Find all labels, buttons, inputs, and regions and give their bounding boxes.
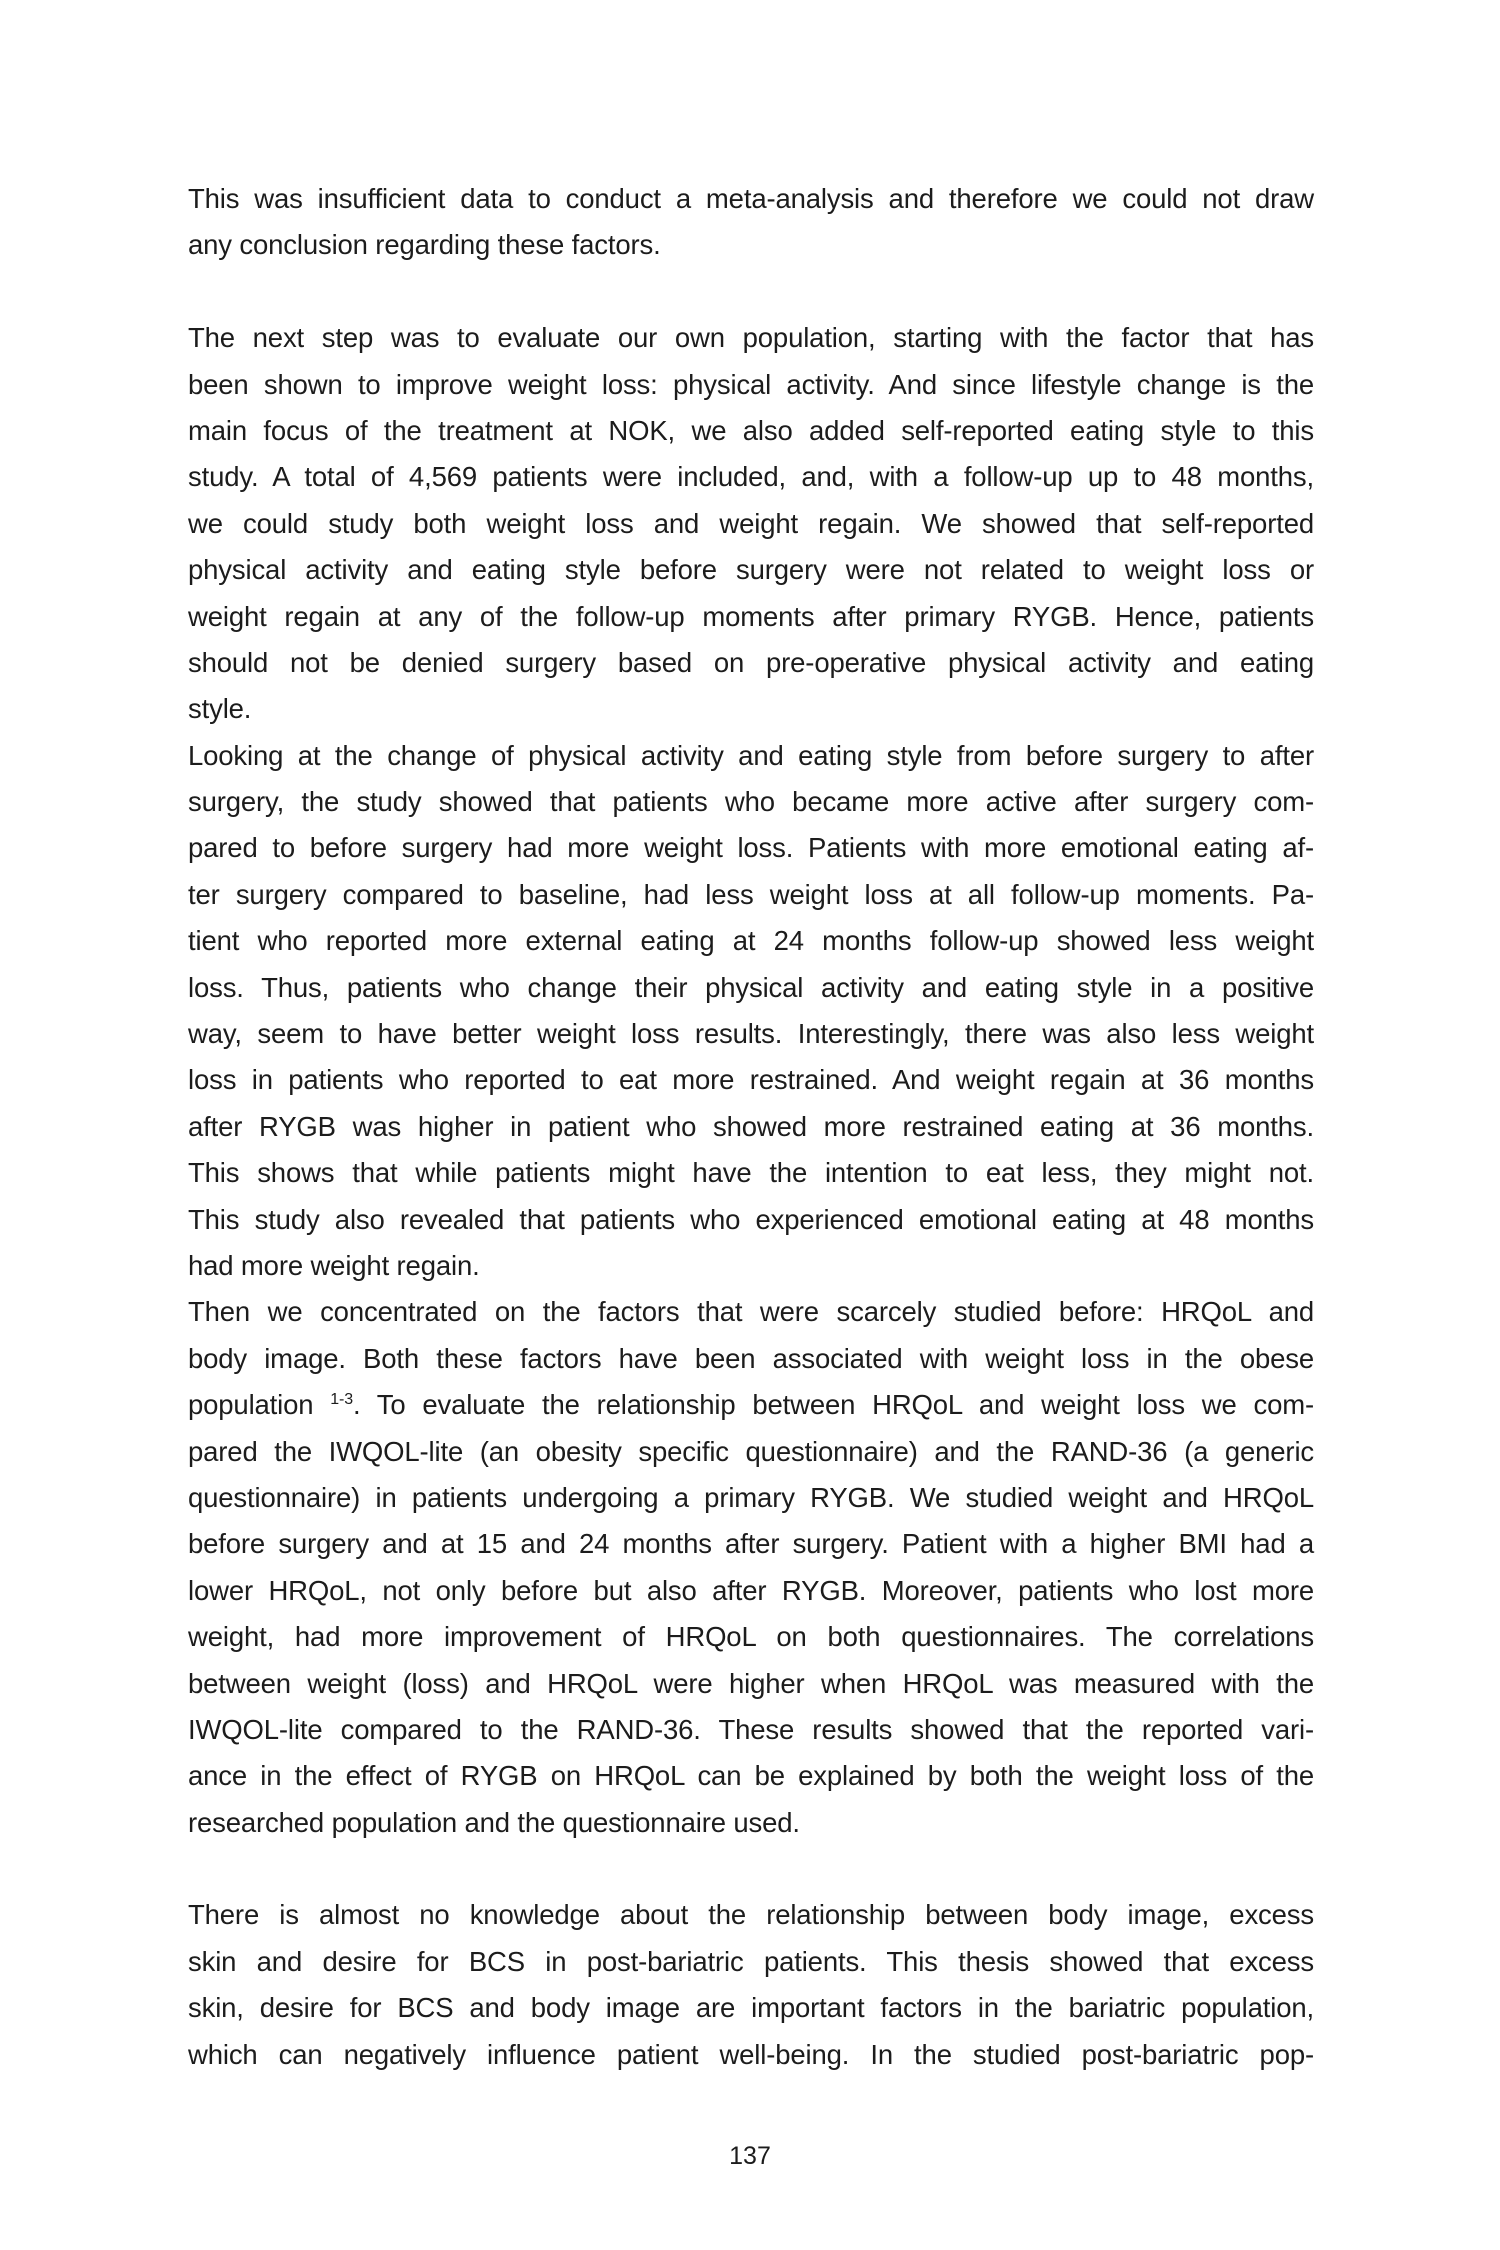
paragraph-own-population [188, 315, 1314, 733]
text-line: tient who reported more external eating at 24 months follow-up showed less weight [188, 925, 1314, 957]
text-segment: . To evaluate the relationship between HRQoL and weight loss we com- [352, 1389, 1314, 1421]
text-line: before surgery and at 15 and 24 months after surgery. Patient with a higher BMI had a [188, 1528, 1314, 1560]
text-line: any conclusion regarding these factors. [188, 229, 661, 261]
body-text-column [188, 176, 1314, 2078]
text-line: had more weight regain. [188, 1249, 480, 1281]
text-line: weight regain at any of the follow-up moments after primary RYGB. Hence, patients [188, 600, 1314, 632]
text-line: between weight (loss) and HRQoL were higher when HRQoL was measured with the [188, 1667, 1314, 1699]
text-line: questionnaire) in patients undergoing a primary RYGB. We studied weight and HRQoL [188, 1481, 1314, 1513]
text-line: skin and desire for BCS in post-bariatric patients. This thesis showed that excess [188, 1945, 1314, 1977]
text-line: after RYGB was higher in patient who showed more restrained eating at 36 months. [188, 1110, 1314, 1142]
text-line: This study also revealed that patients who experienced emotional eating at 48 months [188, 1203, 1314, 1235]
text-line: surgery, the study showed that patients who became more active after surgery com- [188, 786, 1314, 818]
text-line: Looking at the change of physical activity and eating style from before surgery to after [188, 739, 1314, 771]
text-line: The next step was to evaluate our own population, starting with the factor that has [188, 322, 1314, 354]
text-line: loss. Thus, patients who change their physical activity and eating style in a positive [188, 971, 1314, 1003]
paragraph-gap [188, 269, 1314, 315]
text-line: pared to before surgery had more weight loss. Patients with more emotional eating af- [188, 832, 1314, 864]
text-line: lower HRQoL, not only before but also after RYGB. Moreover, patients who lost more [188, 1574, 1314, 1606]
text-line: weight, had more improvement of HRQoL on both questionnaires. The correlations [188, 1621, 1314, 1653]
text-line: study. A total of 4,569 patients were included, and, with a follow-up up to 48 months, [188, 461, 1314, 493]
text-line: should not be denied surgery based on pre-operative physical activity and eating [188, 646, 1314, 678]
text-line: main focus of the treatment at NOK, we also added self-reported eating style to this [188, 414, 1314, 446]
text-line-with-citation [188, 1382, 1314, 1428]
text-line: physical activity and eating style before surgery were not related to weight loss or [188, 554, 1314, 586]
text-segment: population [188, 1389, 314, 1421]
text-line: been shown to improve weight loss: physical activity. And since lifestyle change is the [188, 368, 1314, 400]
text-line: Then we concentrated on the factors that were scarcely studied before: HRQoL and [188, 1296, 1314, 1328]
text-line: This shows that while patients might have the intention to eat less, they might not. [188, 1157, 1314, 1189]
text-line: we could study both weight loss and weight regain. We showed that self-reported [188, 507, 1314, 539]
text-line: which can negatively influence patient well-being. In the studied post-bariatric pop- [188, 2038, 1314, 2070]
citation-superscript: 1-3 [330, 1391, 353, 1409]
paragraph-gap [188, 1846, 1314, 1892]
paragraph-hrqol-body-image [188, 1289, 1314, 1846]
paragraph-body-image-excess-skin [188, 1892, 1314, 2078]
page-number: 137 [729, 2142, 771, 2170]
text-line: skin, desire for BCS and body image are important factors in the bariatric population, [188, 1992, 1314, 2024]
paragraph-insufficient-data [188, 176, 1314, 269]
text-line: ance in the effect of RYGB on HRQoL can be explained by both the weight loss of the [188, 1760, 1314, 1792]
text-line: style. [188, 693, 252, 725]
text-line: There is almost no knowledge about the relationship between body image, excess [188, 1899, 1314, 1931]
text-line: loss in patients who reported to eat more restrained. And weight regain at 36 months [188, 1064, 1314, 1096]
text-line: This was insufficient data to conduct a meta-analysis and therefore we could not draw [188, 183, 1314, 214]
text-line: body image. Both these factors have been associated with weight loss in the obese [188, 1342, 1314, 1374]
text-line: way, seem to have better weight loss results. Interestingly, there was also less weight [188, 1018, 1314, 1050]
text-line: ter surgery compared to baseline, had less weight loss at all follow-up moments. Pa- [188, 878, 1314, 910]
paragraph-change-activity [188, 733, 1314, 1290]
text-line: IWQOL-lite compared to the RAND-36. These results showed that the reported vari- [188, 1713, 1314, 1745]
text-line: pared the IWQOL-lite (an obesity specific questionnaire) and the RAND-36 (a generic [188, 1435, 1314, 1467]
text-line: researched population and the questionnaire used. [188, 1806, 800, 1838]
